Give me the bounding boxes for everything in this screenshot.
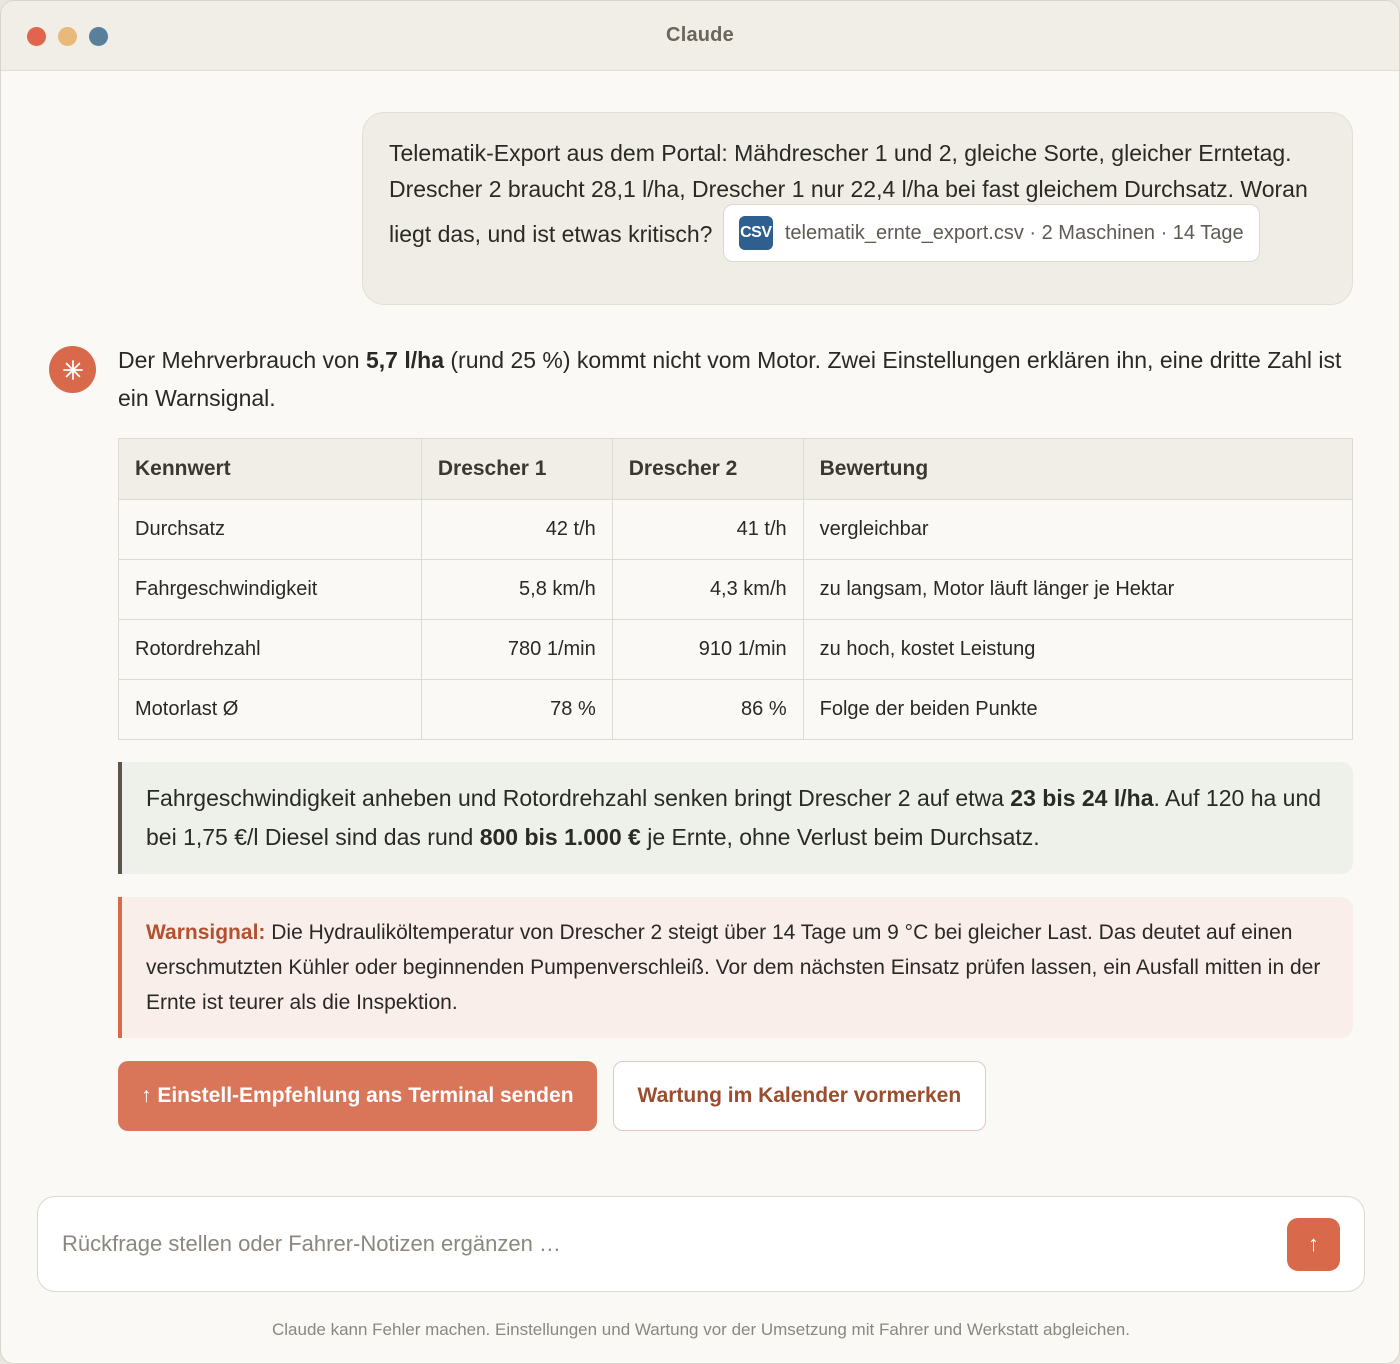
window-title: Claude — [666, 24, 734, 46]
table-cell: Rotordrehzahl — [119, 620, 422, 680]
recommendation-callout: Fahrgeschwindigkeit anheben und Rotordrehzahl senken bringt Drescher 2 auf etwa 23 bis 24 l/ha. Auf 120 ha und bei 1,75 €/l Diesel sind das rund 800 bis 1.000 € je Ernte, ohne Verlust beim Durchsatz. — [118, 762, 1353, 874]
asterisk-icon — [62, 359, 84, 381]
footer-disclaimer: Claude kann Fehler machen. Einstellungen und Wartung vor der Umsetzung mit Fahrer und Werkstatt abgleichen. — [271, 1320, 1130, 1339]
table-header: Drescher 1 — [421, 439, 612, 500]
table-row — [119, 500, 1353, 560]
table-cell: zu hoch, kostet Leistung — [803, 620, 1352, 680]
table-cell: 4,3 km/h — [612, 560, 803, 620]
table-header-row — [119, 439, 1353, 500]
user-message — [362, 112, 1353, 305]
table-cell: Durchsatz — [119, 500, 422, 560]
message-composer — [37, 1196, 1365, 1292]
table-cell: Fahrgeschwindigkeit — [119, 560, 422, 620]
attachment-chip[interactable] — [723, 204, 1260, 262]
arrow-up-icon: ↑ — [1308, 1231, 1319, 1256]
table-row — [119, 560, 1353, 620]
assistant-avatar — [49, 346, 96, 393]
table-cell: 910 1/min — [612, 620, 803, 680]
attachment-meta: · 2 Maschinen · 14 Tage — [1029, 222, 1244, 244]
table-row — [119, 680, 1353, 740]
csv-file-icon: CSV — [739, 216, 773, 250]
schedule-maintenance-button[interactable]: Wartung im Kalender vormerken — [613, 1061, 987, 1131]
minimize-window-button[interactable] — [58, 27, 77, 46]
table-cell: Folge der beiden Punkte — [803, 680, 1352, 740]
send-button[interactable] — [1287, 1218, 1340, 1271]
table-cell: 780 1/min — [421, 620, 612, 680]
comparison-table — [118, 438, 1353, 740]
table-cell: 42 t/h — [421, 500, 612, 560]
table-header: Bewertung — [803, 439, 1352, 500]
table-cell: vergleichbar — [803, 500, 1352, 560]
warning-callout — [118, 897, 1353, 1038]
message-input[interactable] — [62, 1231, 1287, 1257]
table-header: Kennwert — [119, 439, 422, 500]
table-cell: Motorlast Ø — [119, 680, 422, 740]
table-cell: 41 t/h — [612, 500, 803, 560]
warning-text: Die Hydrauliköltemperatur von Drescher 2 steigt über 14 Tage um 9 °C bei gleicher Last. Das deutet auf einen verschmutzten Kühler oder beginnenden Pumpenverschleiß. Vor dem nächsten Einsatz prüfen lassen, ein Ausfall mitten in der Ernte ist teurer als die Inspektion. — [146, 921, 1321, 1014]
table-cell: 86 % — [612, 680, 803, 740]
user-message-text: Telematik-Export aus dem Portal: Mähdrescher 1 und 2, gleiche Sorte, gleicher Erntetag. Drescher 2 braucht 28,1 l/ha, Drescher 1 nur 22,4 l/ha bei fast gleichem Durchsatz. Woran liegt das, und ist etwas kritisch? — [389, 140, 1308, 248]
attachment-filename: telematik_ernte_export.csv — [784, 222, 1024, 244]
window-controls — [27, 27, 108, 46]
table-cell: 78 % — [421, 680, 612, 740]
assistant-message — [118, 341, 1353, 1131]
close-window-button[interactable] — [27, 27, 46, 46]
table-row — [119, 620, 1353, 680]
warning-label: Warnsignal: — [146, 921, 266, 944]
table-cell: 5,8 km/h — [421, 560, 612, 620]
assistant-intro: Der Mehrverbrauch von 5,7 l/ha (rund 25 %) kommt nicht vom Motor. Zwei Einstellungen erklären ihn, eine dritte Zahl ist ein Warnsignal. — [118, 347, 1342, 411]
maximize-window-button[interactable] — [89, 27, 108, 46]
send-to-terminal-button[interactable]: ↑ Einstell-Empfehlung ans Terminal senden — [118, 1061, 597, 1131]
title-bar — [1, 1, 1399, 71]
table-header: Drescher 2 — [612, 439, 803, 500]
action-buttons — [118, 1061, 1353, 1131]
table-cell: zu langsam, Motor läuft länger je Hektar — [803, 560, 1352, 620]
